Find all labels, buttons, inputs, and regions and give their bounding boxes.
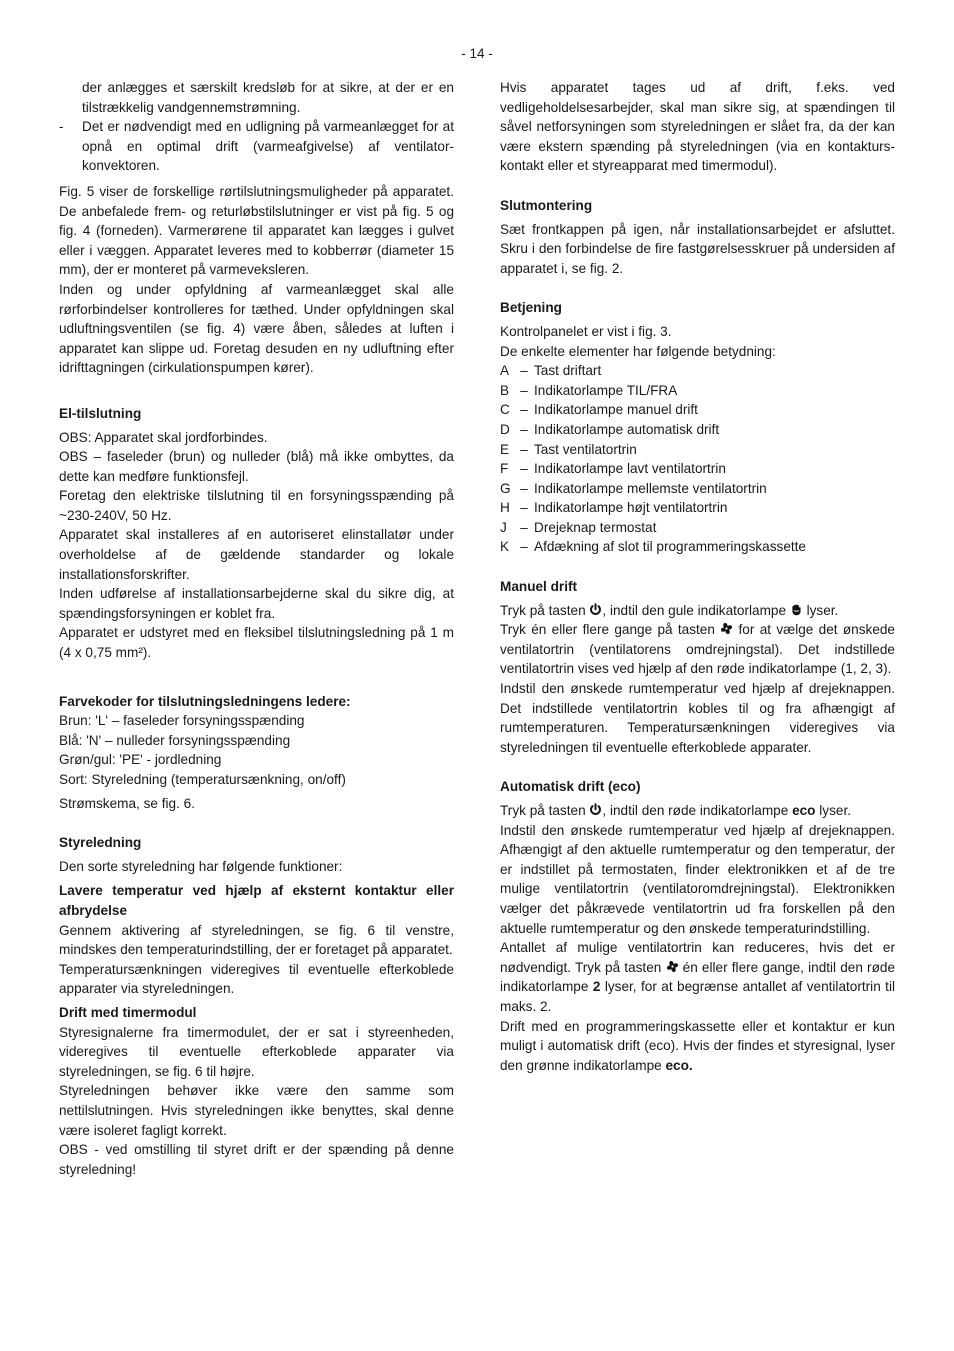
- auto-1b: , indtil den røde indikatorlampe: [602, 803, 793, 818]
- list-item-label: Indikatorlampe TIL/FRA: [534, 382, 678, 398]
- electrical-note-6: Apparatet er udstyret med en fleksibel tilslutningsledning på 1 m (4 x 0,75 mm²).: [59, 625, 454, 661]
- wiring-diagram-ref: Strømskema, se fig. 6.: [59, 795, 195, 811]
- list-item: [500, 518, 895, 538]
- list-item-label: Indikatorlampe mellemste ventilatortrin: [534, 480, 767, 496]
- list-item-label: Indikatorlampe automatisk drift: [534, 421, 720, 437]
- list-item-separator: –: [520, 363, 528, 379]
- page-number: - 14 -: [461, 46, 493, 61]
- manual-2b: for at vælge det ønskede ventilatortrin (ventilatorens omdrejningstal). Det indstillede ventilatortrin vises ved hjælp af den røde indikatorlampe (1, 2, 3).: [500, 622, 895, 677]
- color-code-green-yellow: Grøn/gul: 'PE' - jordledning: [59, 752, 222, 768]
- list-item-separator: –: [520, 539, 528, 555]
- operation-heading: Betjening: [500, 300, 562, 316]
- list-item: [500, 537, 895, 557]
- list-item-label: Tast driftart: [534, 363, 602, 379]
- fan-icon: [666, 960, 679, 973]
- color-code-brown: Brun: 'L' – faseleder forsyningsspænding: [59, 713, 305, 729]
- final-assembly-paragraph: Sæt frontkappen på igen, når installationsarbejdet er afsluttet. Skru i den forbindelse de fire fastgørelsesskruer på undersiden af apparatet i, se fig. 2.: [500, 221, 895, 276]
- auto-4a: Drift med en programmeringskassette eller et kontaktur er kun muligt i automatisk drift (eco). Hvis der findes et styresignal, lyser den grønne indikatorlampe: [500, 1018, 895, 1073]
- color-codes-heading: Farvekoder for tilslutningsledningens ledere:: [59, 693, 351, 709]
- power-icon: [589, 603, 602, 616]
- electrical-note-5: Inden udførelse af installationsarbejderne skal du sikre dig, at spændingsforsyningen er koblet fra.: [59, 586, 454, 621]
- list-item-key: C: [500, 402, 510, 418]
- manual-paragraph-1: [500, 601, 895, 621]
- list-item-separator: –: [520, 382, 528, 398]
- electrical-note-3: Foretag den elektriske tilslutning til en forsyningsspænding på ~230-240V, 50 Hz.: [59, 488, 454, 523]
- bullet-text: Det er nødvendigt med en udligning på varmeanlægget for at opnå en optimal drift (varmeafgivelse) af ventilator-konvektoren.: [82, 119, 454, 174]
- list-item-separator: –: [520, 402, 528, 418]
- list-item: [500, 361, 895, 381]
- list-item-label: Drejeknap termostat: [534, 519, 657, 535]
- control-paragraph-5: OBS - ved omstilling til styret drift er der spænding på denne styreledning!: [59, 1142, 454, 1177]
- manual-1b: , indtil den gule indikatorlampe: [602, 602, 790, 618]
- list-item-key: A: [500, 363, 510, 379]
- manual-1c: lyser.: [802, 602, 839, 618]
- left-column: [59, 78, 454, 1179]
- list-item-label: Indikatorlampe lavt ventilatortrin: [534, 461, 726, 477]
- list-item-key: B: [500, 382, 510, 398]
- eco-label: eco: [792, 803, 816, 818]
- manual-paragraph-3: Indstil den ønskede rumtemperatur ved hjælp af drejeknappen. Det indstillede ventilatortrin kobles til og fra afhængigt af rumtemperaturen. Temperatursænkningen videregives via styreledningen til eventuelle efterkoblede apparater.: [500, 681, 895, 755]
- electrical-note-4: Apparatet skal installeres af en autoriseret elinstallatør under overholdelse af de gældende standarder og lokale installationsforskrifter.: [59, 527, 454, 582]
- list-item-key: G: [500, 480, 511, 496]
- power-icon: [589, 803, 602, 816]
- maintenance-paragraph: Hvis apparatet tages ud af drift, f.eks. ved vedligeholdelsesarbejder, skal man sikre sig, at spændingen til såvel netforsyningen som styreledningen er slået fra, da der kan være ekstern spænding på styreledningen (via en kontakturs-kontakt eller et styreapparat med timermodul).: [500, 80, 895, 174]
- intro-paragraph: der anlægges et særskilt kredsløb for at sikre, at der er en tilstrækkelig vandgennemstrømning.: [82, 80, 454, 115]
- list-item-key: D: [500, 421, 510, 437]
- manual-operation-heading: Manuel drift: [500, 579, 578, 595]
- electrical-note-2: OBS – faseleder (brun) og nulleder (blå) må ikke ombyttes, da dette kan medføre funktionsfejl.: [59, 449, 454, 484]
- auto-3b: én eller flere gange, indtil den røde indikatorlampe: [500, 959, 896, 995]
- auto-paragraph-3: [500, 938, 895, 1016]
- auto-paragraph-1: [500, 801, 895, 821]
- list-item-key: F: [500, 461, 509, 477]
- list-item: [59, 117, 454, 176]
- list-item-label: Tast ventilatortrin: [534, 441, 637, 457]
- control-paragraph-1: Gennem aktivering af styreledningen, se fig. 6 til venstre, mindskes den temperaturindstilling, der er foretaget på apparatet.: [59, 922, 454, 958]
- control-wire-intro: Den sorte styreledning har følgende funktioner:: [59, 858, 343, 874]
- list-item: [500, 479, 895, 499]
- filling-paragraph: Inden og under opfyldning af varmeanlægget skal alle rørforbindelser kontrolleres for tæthed. Under opfyldningen skal udluftningsventilen (se fig. 4) være åben, således at luften i apparatet kan slippe ud. Foretag desuden en ny udluftning efter idrifttagningen (cirkulationspumpen kører).: [59, 281, 454, 376]
- list-item-separator: –: [520, 421, 528, 437]
- list-item-separator: –: [520, 441, 528, 457]
- operation-intro-2: De enkelte elementer har følgende betydning:: [500, 343, 776, 359]
- eco-label-green: eco.: [665, 1057, 693, 1073]
- auto-3c: lyser, for at begrænse antallet af ventilatortrin til maks. 2.: [500, 979, 895, 1014]
- right-column: [500, 78, 895, 1075]
- auto-1c: lyser.: [815, 803, 852, 818]
- pipe-connection-paragraph: Fig. 5 viser de forskellige rørtilslutningsmuligheder på apparatet. De anbefalede frem- og returløbstilslutninger er vist på fig. 5 og fig. 4 (forneden). Varmerørene til apparatet kan lægges i gulvet eller i væggen. Apparatet leveres med to kobberrør (diameter 15 mm), der er monteret på varmeveksleren.: [59, 183, 454, 278]
- list-item: [500, 420, 895, 440]
- control-paragraph-3: Styresignalerne fra timermodulet, der er sat i styreenheden, videregives til eventuelle efterkoblede apparater via styreledningen, se fig. 6 til højre.: [59, 1024, 454, 1079]
- list-item-separator: –: [520, 519, 528, 535]
- list-item-separator: –: [520, 480, 528, 496]
- lamp-2-label: 2: [592, 979, 601, 995]
- list-item-key: E: [500, 441, 510, 457]
- control-paragraph-4: Styreledningen behøver ikke være den samme som nettilslutningen. Hvis styreledningen ikke benyttes, skal denne være isoleret fagligt korrekt.: [59, 1083, 454, 1138]
- bullet-dash: -: [59, 119, 64, 135]
- automatic-operation-heading: Automatisk drift (eco): [500, 779, 641, 795]
- fan-icon: [720, 622, 733, 635]
- auto-1a: Tryk på tasten: [500, 803, 590, 818]
- list-item-label: Indikatorlampe højt ventilatortrin: [534, 500, 728, 516]
- color-code-blue: Blå: 'N' – nulleder forsyningsspænding: [59, 732, 291, 748]
- list-item: [500, 498, 895, 518]
- list-item: [500, 459, 895, 479]
- manual-paragraph-2: [500, 620, 895, 679]
- control-subheading-temperature: Lavere temperatur ved hjælp af eksternt kontaktur eller afbrydelse: [59, 883, 454, 918]
- manual-2a: Tryk én eller flere gange på tasten: [500, 622, 721, 638]
- manual-1a: Tryk på tasten: [500, 602, 590, 618]
- list-item: [500, 381, 895, 401]
- list-item: [500, 440, 895, 460]
- color-code-black: Sort: Styreledning (temperatursænkning, on/off): [59, 772, 346, 787]
- auto-paragraph-2: Indstil den ønskede rumtemperatur ved hjælp af drejeknappen. Afhængigt af den aktuelle rumtemperatur og den temperatur, der er indstillet på termostaten, finder elektronikken et af de tre mulige ventilatortrin (ventilatoromdrejningstal). Elektronikken vælger det påkrævede ventilatortrin ud fra forskellen på den aktuelle rumtemperatur og den ønskede temperaturindstilling.: [500, 822, 895, 936]
- list-item: [500, 400, 895, 420]
- electrical-note-1: OBS: Apparatet skal jordforbindes.: [59, 429, 268, 445]
- control-elements-list: [500, 361, 895, 557]
- control-wire-heading: Styreledning: [59, 835, 142, 851]
- list-item-key: J: [500, 519, 507, 535]
- control-subheading-timer: Drift med timermodul: [59, 1004, 197, 1020]
- list-item-separator: –: [520, 461, 528, 477]
- list-item-label: Afdækning af slot til programmeringskassette: [534, 539, 806, 555]
- electrical-heading: El-tilslutning: [59, 405, 142, 421]
- hand-icon: [790, 603, 803, 616]
- list-item-label: Indikatorlampe manuel drift: [534, 402, 698, 418]
- list-item-key: H: [500, 500, 510, 516]
- control-paragraph-2: Temperatursænkningen videregives til eventuelle efterkoblede apparater via styreledningen.: [59, 961, 454, 997]
- operation-intro-1: Kontrolpanelet er vist i fig. 3.: [500, 323, 672, 339]
- list-item-separator: –: [520, 500, 528, 516]
- auto-3a: Antallet af mulige ventilatortrin kan reduceres, hvis det er nødvendigt. Tryk på tasten: [500, 940, 895, 975]
- auto-paragraph-4: [500, 1017, 895, 1076]
- final-assembly-heading: Slutmontering: [500, 197, 593, 213]
- list-item-key: K: [500, 539, 510, 555]
